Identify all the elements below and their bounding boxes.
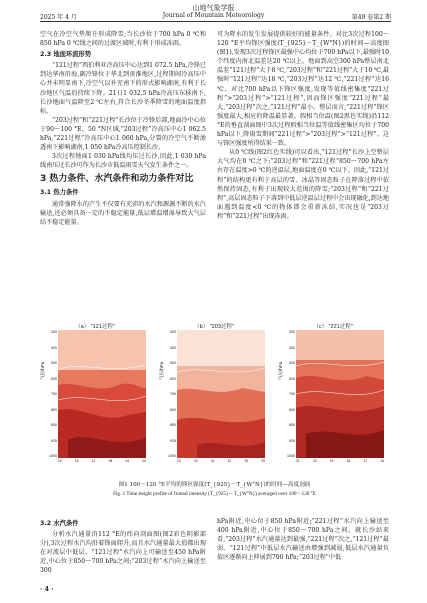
left-column-top	[40, 30, 206, 227]
y-axis-label: 气压/hPa	[159, 361, 164, 380]
section-heading-3-1: 3.1 热力条件	[40, 189, 79, 197]
page-number: · 4 ·	[40, 585, 54, 593]
y-tick-label: 800	[289, 407, 295, 412]
left-column-bottom	[40, 517, 206, 576]
paragraph: “203过程”和“221过程”长沙位于冷锋后部,地面冷中心位于90～100 °E、50 °N区域,“203过程”冷高压中心1 062.5 hPa,“221过程”冷高压中心1 060 hPa,分裂的冷空气不断渗透南下影响湖南,1 050 hPa冷高压控制长沙。	[40, 116, 206, 152]
y-tick-label: 700	[289, 392, 295, 396]
journal-name-cn: 山地气象学报	[192, 4, 235, 12]
y-tick-label: 1000	[168, 454, 176, 458]
y-tick-label: 700	[51, 392, 57, 396]
figure-caption-en: Fig. 1 Time-height profile of frontal intensity (T_{925}－T_{W°N}) averaged over 100～120 °E	[113, 491, 316, 497]
volume-issue: 第49 卷第2 期	[351, 14, 391, 21]
figure-caption-cn: 图1 100～120 °E平均的锋区强度(T_{925}－T_{W°N})的时间—高度剖面	[118, 482, 311, 488]
journal-name-en: Journal of Mountain Meteorology	[162, 12, 265, 19]
y-ticks	[286, 330, 296, 458]
y-tick-label: 925	[289, 438, 295, 443]
paragraph: 空气在冷空气垫爬升形成降雪;当长沙位于700 hPa 0 ℃和850 hPa 0 ℃线之间的过渡区域时,有利于形成冻雨。	[40, 31, 206, 48]
contour-plot-b	[177, 330, 265, 458]
y-tick-label: 600	[170, 376, 176, 381]
y-tick-label: 300	[51, 330, 57, 334]
y-tick-label: 600	[289, 376, 295, 381]
right-column-top	[217, 30, 389, 221]
y-tick-label: 400	[289, 345, 295, 350]
panel-title: （b） "203过程"	[194, 324, 234, 330]
section-heading-3-2: 3.2 水汽条件	[40, 520, 79, 527]
y-tick-label: 500	[170, 361, 176, 365]
paragraph: 分析水汽通量沿112 °E的纬向剖面图(图2彩色阴影部分),3次过程水汽均沿着锋面爬升,而且水汽通量最大值都出现在对流层中低层。“121过程”水汽向上可输送至450 hPa附近,中心位于850～700 hPa之间;“203过程”水汽向上输送至300	[40, 531, 206, 575]
y-tick-label: 400	[51, 345, 57, 350]
contour-plot	[296, 330, 384, 458]
y-tick-label: 925	[170, 438, 176, 443]
contour-plot-c	[296, 330, 384, 458]
paragraph: 通常强降水的产生不仅要有充沛的水汽和源源不断的水汽输送,还必须具备一定的不稳定能量,低层增温增湿导致大气层结不稳定能量。	[40, 200, 206, 226]
y-tick-label: 700	[170, 392, 176, 396]
x-ticks: 21 20 19 18 17 16	[296, 459, 384, 463]
y-tick-label: 600	[51, 376, 57, 381]
y-ticks	[167, 330, 177, 458]
x-ticks: 03 02 01 31 30 29	[177, 459, 265, 463]
y-tick-label: 300	[170, 330, 176, 334]
y-tick-label: 1000	[287, 454, 295, 458]
header-rule	[40, 21, 391, 22]
paragraph: 3次过程地面1 030 hPa线均压过长沙,因此,1 030 hPa线南压过长沙可作为长沙市低温雨雪天气发生条件之一。	[40, 153, 206, 170]
contour-plot-a	[58, 330, 146, 458]
y-tick-label: 850	[170, 423, 176, 427]
x-ticks: 20 16 12 08 04 00	[58, 459, 146, 463]
y-axis-label: 气压/hPa	[278, 361, 283, 380]
y-tick-label: 800	[51, 407, 57, 412]
y-ticks	[48, 330, 58, 458]
contour-plot	[177, 330, 265, 458]
figure-1	[40, 320, 389, 480]
y-tick-label: 800	[170, 407, 176, 412]
y-axis-label: 气压/hPa	[40, 361, 45, 380]
figure-panel-b	[159, 320, 269, 470]
paragraph: 可为降水的发生发展提供较好的能量条件。对比3次过程100～120 °E平均锋区强度(T_{925}－T_{W°N})的时间—高度图(图1),发现3次过程锋区最强中心均位于700 hPa以下,最强时10个纬度内南北温差达20 ℃以上。地面到高空300 hPa整层南北温差“121过程”大于8 ℃,“203过程”和“221过程”大于10 ℃,最强时“121过程”达18 ℃,“203过程”达12 ℃,“221过程”达16 ℃。对比700 hPa以下锋区强度,发现等值线密集度“221过程”>“203过程”>“121过程”,因而锋区强度“221过程”最大,“203过程”次之,“121过程”最小。整层而言,“221过程”锋区强度最大,相应的降温最显著。假相当位温(图2黑色实线)沿112 °E的垂直剖面图中3次过程假相当位温等值线密集区均位于700 hPa以下,降雨雪期间“221过程”>“203过程”>“121过程”。这与锋区强度所得结果一致。	[217, 31, 389, 148]
panel-title: （a） "121过程"	[75, 324, 115, 330]
panel-title: （c） "221过程"	[313, 324, 353, 330]
paragraph: 从0 ℃线(图2红色实线)可以看出,“121过程”长沙上空整层大气均在0 ℃之下;“203过程”和“221过程”850～700 hPa左右存在温度>0 ℃的逆温层,地面温度在0 ℃以下。因此,“121过程”的结构更有利于高层的雪、冰晶等固态粒子在降落过程中依然保持固态,有利于出现较大范围的降雪;“203过程”和“221过程”,高层固态粒子下落到中低层逆温层过程中会出现融化,到达地面遇到温度<0 ℃的物体即会重新冻结,实况也是“203过程”和“221过程”出现冻雨。	[217, 149, 389, 220]
y-tick-label: 850	[289, 423, 295, 427]
page-header	[0, 0, 427, 26]
section-heading-3: 3 热力条件、水汽条件和动力条件对比	[40, 174, 194, 185]
paragraph: “121过程”西伯利亚冷高压中心达到1 072.5 hPa,冷锋已到达华南沿海,副冷锋位于华北到黄淮地区,过程期间冷高压中心并未明显南下,冷空气以补充南下的形式影响湖南,有利于长沙地区气温的持续下降。21日1 032.5 hPa冷高压东移南下,长沙地面气温降至2 ℃左右,符合长沙冬季降雪的地面温度指标。	[40, 62, 206, 115]
issue-date: 2025 年 4 月	[40, 14, 77, 21]
figure-panel-a	[40, 320, 150, 470]
section-heading-2-3: 2.3 地面环流形势	[40, 51, 92, 59]
y-tick-label: 300	[289, 330, 295, 334]
contour-plot	[58, 330, 146, 458]
right-column-bottom	[217, 517, 389, 562]
paragraph: hPa附近,中心位于850 hPa附近;“221过程”水汽向上输送至400 hPa附近,中心位于850～700 hPa之间。就长沙站来看,“203过程”水汽通量达到最强,“221过程”次之,“121过程”最弱。“121过程”中低层水汽输送由增强到减弱,低层水汽通量负值区逐渐向上伸展到700 hPa;“203过程”中低	[217, 518, 389, 562]
y-tick-label: 500	[289, 361, 295, 365]
y-tick-label: 500	[51, 361, 57, 365]
y-tick-label: 1000	[49, 454, 57, 458]
y-tick-label: 925	[51, 438, 57, 443]
figure-panel-c	[278, 320, 388, 470]
y-tick-label: 850	[51, 423, 57, 427]
y-tick-label: 400	[170, 345, 176, 350]
